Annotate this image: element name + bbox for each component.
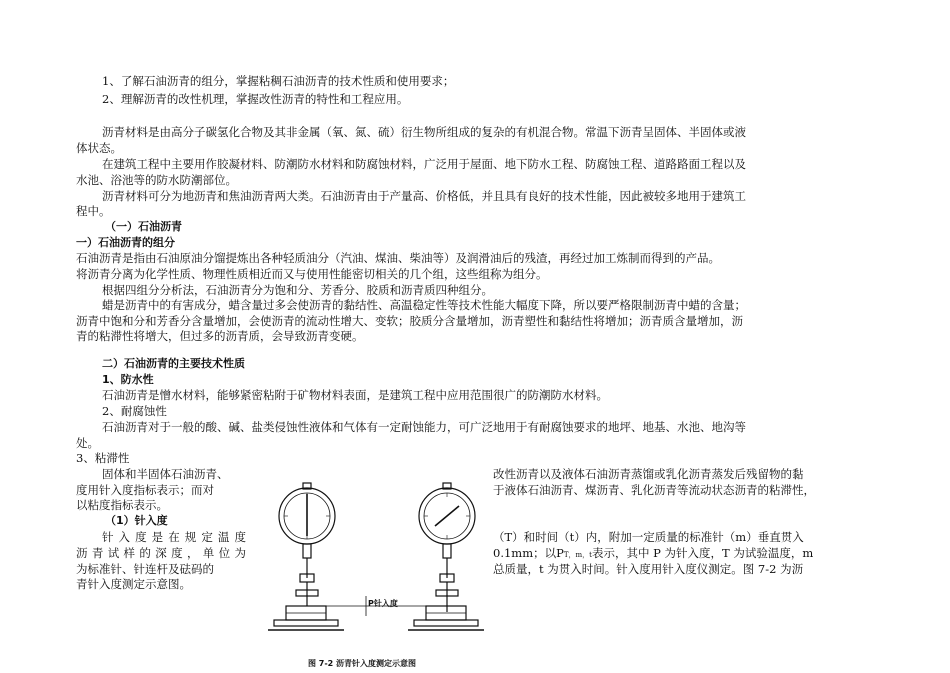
subsection-heading: 3、粘滞性 bbox=[76, 451, 130, 465]
body-line: 以粘度指标表示。 bbox=[76, 498, 168, 512]
body-line: 根据四组分分析法，石油沥青分为饱和分、芳香分、胶质和沥青质四种组分。 bbox=[102, 283, 493, 297]
body-line: 度用针入度指标表示；而对 bbox=[76, 483, 214, 497]
intro-line: 沥青材料是由高分子碳氢化合物及其非金属（氧、氮、硫）衍生物所组成的复杂的有机混合物。常温下沥青呈固体、半固体或液 bbox=[102, 125, 746, 139]
body-line: 总质量，t 为贯入时间。针入度用针入度仪测定。图 7-2 为沥 bbox=[493, 562, 804, 576]
intro-line: 程中。 bbox=[76, 204, 111, 218]
section-heading: （一）石油沥青 bbox=[105, 220, 182, 233]
body-line: （T）和时间（t）内，附加一定质量的标准针（m）垂直贯入 bbox=[493, 530, 804, 544]
subsection-heading: 1、防水性 bbox=[102, 373, 154, 386]
body-line: 石油沥青是指由石油原油分馏提炼出各种轻质油分（汽油、煤油、柴油等）及润滑油后的残渣，再经过加工炼制而得到的产品。 bbox=[76, 251, 720, 265]
body-line: 石油沥青是憎水材料，能够紧密粘附于矿物材料表面，是建筑工程中应用范围很广的防潮防水材料。 bbox=[102, 388, 608, 402]
subsection-heading: 一）石油沥青的组分 bbox=[76, 236, 175, 249]
body-line: 为标准针、针连杆及砝码的 bbox=[76, 562, 214, 576]
subsection-heading: （1）针入度 bbox=[105, 514, 168, 527]
body-line: 固体和半固体石油沥青、 bbox=[102, 467, 229, 481]
body-line: 沥青中饱和分和芳香分含量增加，会使沥青的流动性增大、变软；胶质分含量增加，沥青塑性和黏结性将增加；沥青质含量增加，沥 bbox=[76, 314, 743, 328]
intro-line: 体状态。 bbox=[76, 141, 122, 155]
objective-1: 1、了解石油沥青的组分，掌握粘稠石油沥青的技术性质和使用要求； bbox=[102, 74, 455, 88]
body-line: 沥青试样的深度，单位为 bbox=[76, 546, 246, 560]
penetration-label: P针入度 bbox=[368, 599, 398, 608]
section-heading: 二）石油沥青的主要技术性质 bbox=[102, 357, 245, 370]
body-line: 青的粘滞性将增大，但过多的沥青质，会导致沥青变硬。 bbox=[76, 329, 364, 343]
body-line: 蜡是沥青中的有害成分，蜡含量过多会使沥青的黏结性、高温稳定性等技术性能大幅度下降，所以要严格限制沥青中蜡的含量； bbox=[102, 298, 746, 312]
body-line: 石油沥青对于一般的酸、碱、盐类侵蚀性液体和气体有一定耐蚀能力，可广泛地用于有耐腐蚀要求的地坪、地基、水池、地沟等 bbox=[102, 420, 746, 434]
subsection-heading: 2、耐腐蚀性 bbox=[102, 404, 167, 418]
body-line: 青针入度测定示意图。 bbox=[76, 577, 191, 591]
body-line: 处。 bbox=[76, 436, 99, 450]
body-line: 于液体石油沥青、煤沥青、乳化沥青等流动状态沥青的粘滞性， bbox=[493, 483, 815, 497]
penetration-test-figure bbox=[262, 478, 490, 650]
objective-2: 2、理解沥青的改性机理，掌握改性沥青的特性和工程应用。 bbox=[102, 92, 409, 106]
body-line: 改性沥青以及液体石油沥青蒸馏或乳化沥青蒸发后残留物的黏 bbox=[493, 467, 804, 481]
intro-line: 在建筑工程中主要用作胶凝材料、防潮防水材料和防腐蚀材料，广泛用于屋面、地下防水工程、防腐蚀工程、道路路面工程以及 bbox=[102, 157, 746, 171]
body-line: 针入度是在规定温度 bbox=[102, 530, 246, 544]
body-line: 0.1mm；以PT，m，t表示，其中 P 为针入度，T 为试验温度，m bbox=[493, 546, 814, 560]
body-line: 将沥青分离为化学性质、物理性质相近而又与使用性能密切相关的几个组，这些组称为组分。 bbox=[76, 267, 548, 281]
figure-caption: 图 7-2 沥青针入度测定示意图 bbox=[308, 659, 417, 668]
intro-line: 沥青材料可分为地沥青和焦油沥青两大类。石油沥青由于产量高、价格低，并且具有良好的技术性能，因此被较多地用于建筑工 bbox=[102, 189, 746, 203]
intro-line: 水池、浴池等的防水防潮部位。 bbox=[76, 173, 237, 187]
